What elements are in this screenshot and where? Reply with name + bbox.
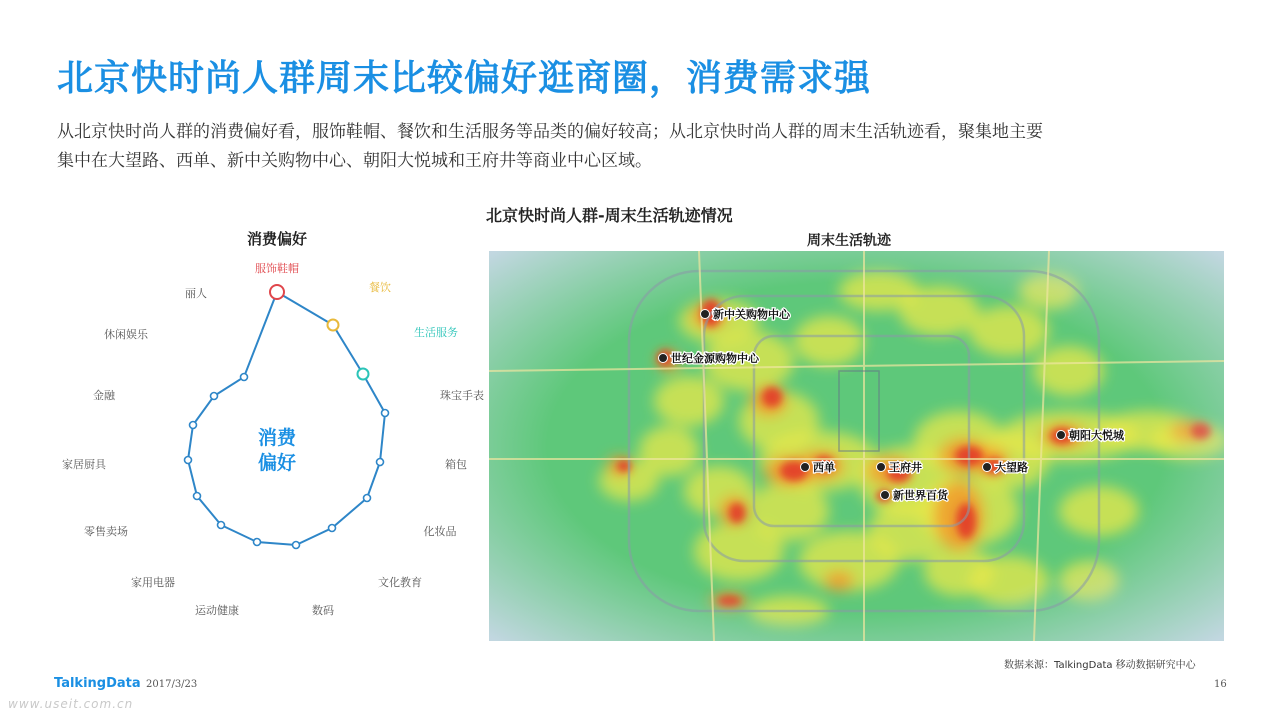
preference-node <box>293 542 300 549</box>
hotspot-label: 朝阳大悦城 <box>1069 429 1124 442</box>
watermark: www.useit.com.cn <box>8 697 134 711</box>
preference-label: 生活服务 <box>414 326 458 339</box>
preference-outline <box>188 292 385 545</box>
hotspot-label: 西单 <box>813 461 835 474</box>
data-source: 数据来源：TalkingData 移动数据研究中心 <box>1004 660 1196 671</box>
preference-label: 文化教育 <box>378 576 422 589</box>
hotspot-marker[interactable] <box>801 460 836 474</box>
preference-label: 数码 <box>312 604 334 617</box>
preference-node <box>364 495 371 502</box>
consumption-preference-chart <box>0 0 540 640</box>
preference-label: 珠宝手表 <box>440 389 484 402</box>
map-title: 周末生活轨迹 <box>807 233 891 249</box>
preference-label: 家居厨具 <box>62 458 106 471</box>
preference-label: 家用电器 <box>131 576 175 589</box>
preference-label: 运动健康 <box>195 604 239 617</box>
report-date: 2017/3/23 <box>146 679 198 690</box>
hotspot-label: 新世界百货 <box>893 489 948 502</box>
preference-node <box>194 493 201 500</box>
hotspot-label: 新中关购物中心 <box>713 308 790 321</box>
preference-node <box>241 374 248 381</box>
preference-node <box>211 393 218 400</box>
preference-node <box>328 320 339 331</box>
preference-node <box>358 369 369 380</box>
preference-node <box>270 285 284 299</box>
preference-node <box>377 459 384 466</box>
preference-node <box>329 525 336 532</box>
description-line-2: 集中在大望路、西单、新中关购物中心、朝阳大悦城和王府井等商业中心区域。 <box>57 151 652 171</box>
page-title: 北京快时尚人群周末比较偏好逛商圈，消费需求强 <box>57 58 872 99</box>
hotspot-marker[interactable] <box>659 351 760 365</box>
talkingdata-logo: TalkingData <box>54 676 141 691</box>
center-label-line2: 偏好 <box>257 452 297 474</box>
preference-label: 餐饮 <box>369 281 391 294</box>
hotspot-label: 世纪金源购物中心 <box>671 352 759 365</box>
heatmap[interactable] <box>489 251 1224 641</box>
preference-label: 零售卖场 <box>84 525 128 538</box>
description-line-1: 从北京快时尚人群的消费偏好看，服饰鞋帽、餐饮和生活服务等品类的偏好较高；从北京快时尚人群的周末生活轨迹看，聚集地主要 <box>57 122 1043 142</box>
preference-node <box>218 522 225 529</box>
preference-node <box>254 539 261 546</box>
preference-label: 服饰鞋帽 <box>255 262 299 275</box>
preference-label: 箱包 <box>445 458 467 471</box>
center-label-line1: 消费 <box>257 427 297 449</box>
preference-node <box>382 410 389 417</box>
preference-node <box>185 457 192 464</box>
heatmap-canvas <box>489 251 1224 641</box>
preference-label: 化妆品 <box>423 525 457 538</box>
hotspot-label: 王府井 <box>889 461 922 474</box>
hotspot-marker[interactable] <box>701 307 791 321</box>
consumption-chart-heading: 消费偏好 <box>246 230 308 248</box>
preference-node <box>190 422 197 429</box>
preference-label: 丽人 <box>185 287 207 300</box>
page-number: 16 <box>1214 679 1227 690</box>
preference-label: 休闲娱乐 <box>104 328 148 341</box>
hotspot-label: 大望路 <box>995 461 1028 474</box>
preference-label: 金融 <box>93 389 115 402</box>
trajectory-heading: 北京快时尚人群-周末生活轨迹情况 <box>486 206 733 225</box>
